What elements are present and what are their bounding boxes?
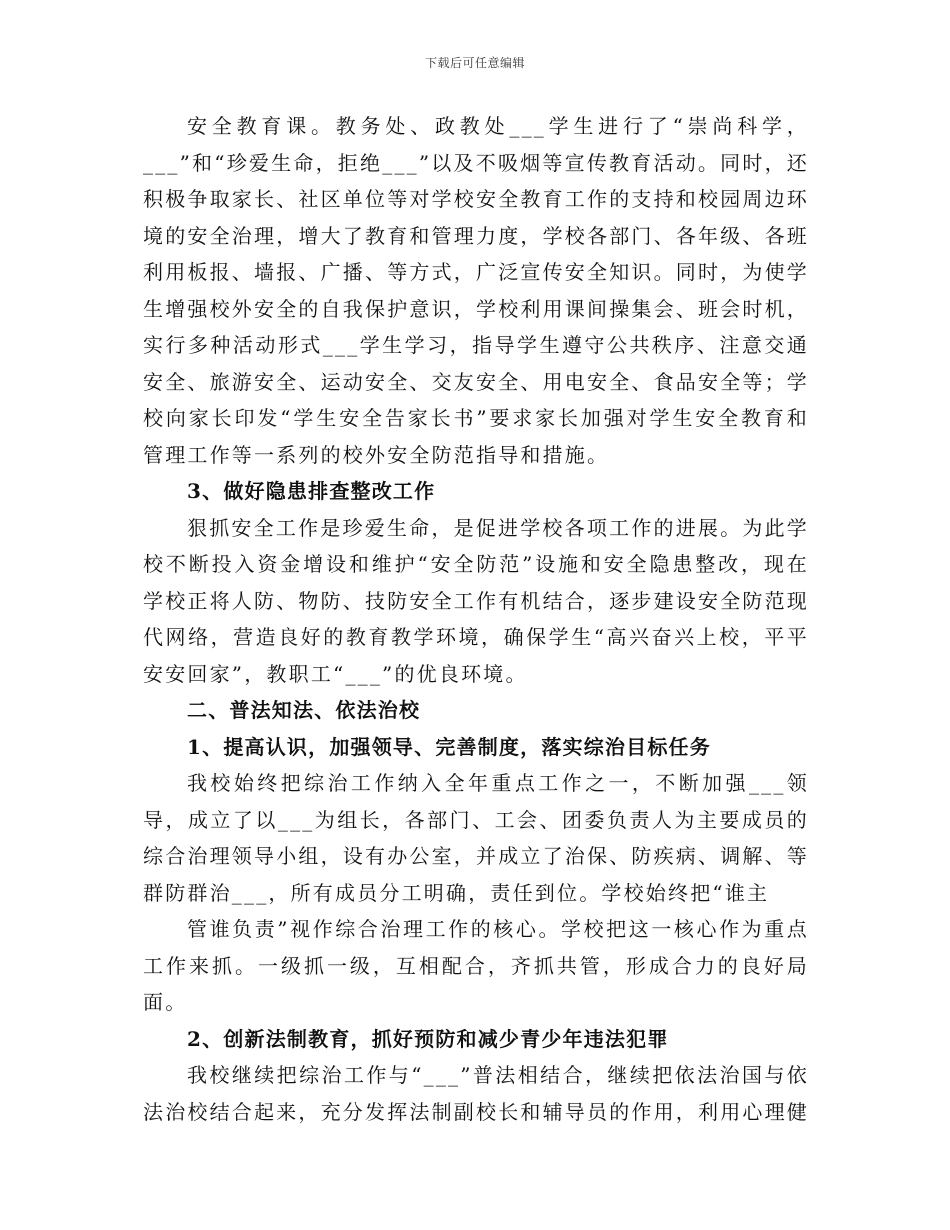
paragraph-law-popularization: 我校继续把综治工作与“___”普法相结合，继续把依法治国与依法治校结合起来，充分发挥法制副校长和辅导员的作用，利用心理健 — [143, 1063, 809, 1124]
heading-legal-education: 2、创新法制教育，抓好预防和减少青少年违法犯罪 — [187, 1026, 669, 1051]
page-header: 下载后可任意编辑 — [424, 56, 525, 70]
heading-hazard-inspection: 3、做好隐患排查整改工作 — [187, 479, 436, 503]
paragraph-comprehensive-governance: 我校始终把综治工作纳入全年重点工作之一，不断加强___领导，成立了以___为组长，各部门、工会、团委负责人为主要成员的综合治理领导小组，设有办公室，并成立了治保、防疾病、调解、等群防群治___，所有成员分工明确，责任到位。学校始终把“谁主 — [143, 771, 809, 905]
paragraph-responsibility-core: 管谁负责”视作综合治理工作的核心。学校把这一核心作为重点工作来抓。一级抓一级，互相配合，齐抓共管，形成合力的良好局面。 — [143, 917, 809, 1014]
heading-strengthen-leadership: 1、提高认识，加强领导、完善制度，落实综治目标任务 — [187, 734, 711, 759]
paragraph-safety-work: 狠抓安全工作是珍爱生命，是促进学校各项工作的进展。为此学校不断投入资金增设和维护“安全防范”设施和安全隐患整改，现在学校正将人防、物防、技防安全工作有机结合，逐步建设安全防范现代网络，营造良好的教育教学环境，确保学生“高兴奋兴上校，平平安安回家”，教职工“___”的优良环境。 — [143, 515, 809, 686]
document-body — [143, 108, 809, 1130]
paragraph-safety-education: 安全教育课。教务处、政教处___学生进行了“崇尚科学，___”和“珍爱生命，拒绝___”以及不吸烟等宣传教育活动。同时，还积极争取家长、社区单位等对学校安全教育工作的支持和校园周边环境的安全治理，增大了教育和管理力度，学校各部门、各年级、各班利用板报、墙报、广播、等方式，广泛宣传安全知识。同时，为使学生增强校外安全的自我保护意识，学校利用课间操集会、班会时机，实行多种活动形式___学生学习，指导学生遵守公共秩序、注意交通安全、旅游安全、运动安全、交友安全、用电安全、食品安全等；学校向家长印发“学生安全告家长书”要求家长加强对学生安全教育和管理工作等一系列的校外安全防范指导和措施。 — [143, 114, 809, 467]
heading-legal-governance: 二、普法知法、依法治校 — [187, 698, 421, 722]
